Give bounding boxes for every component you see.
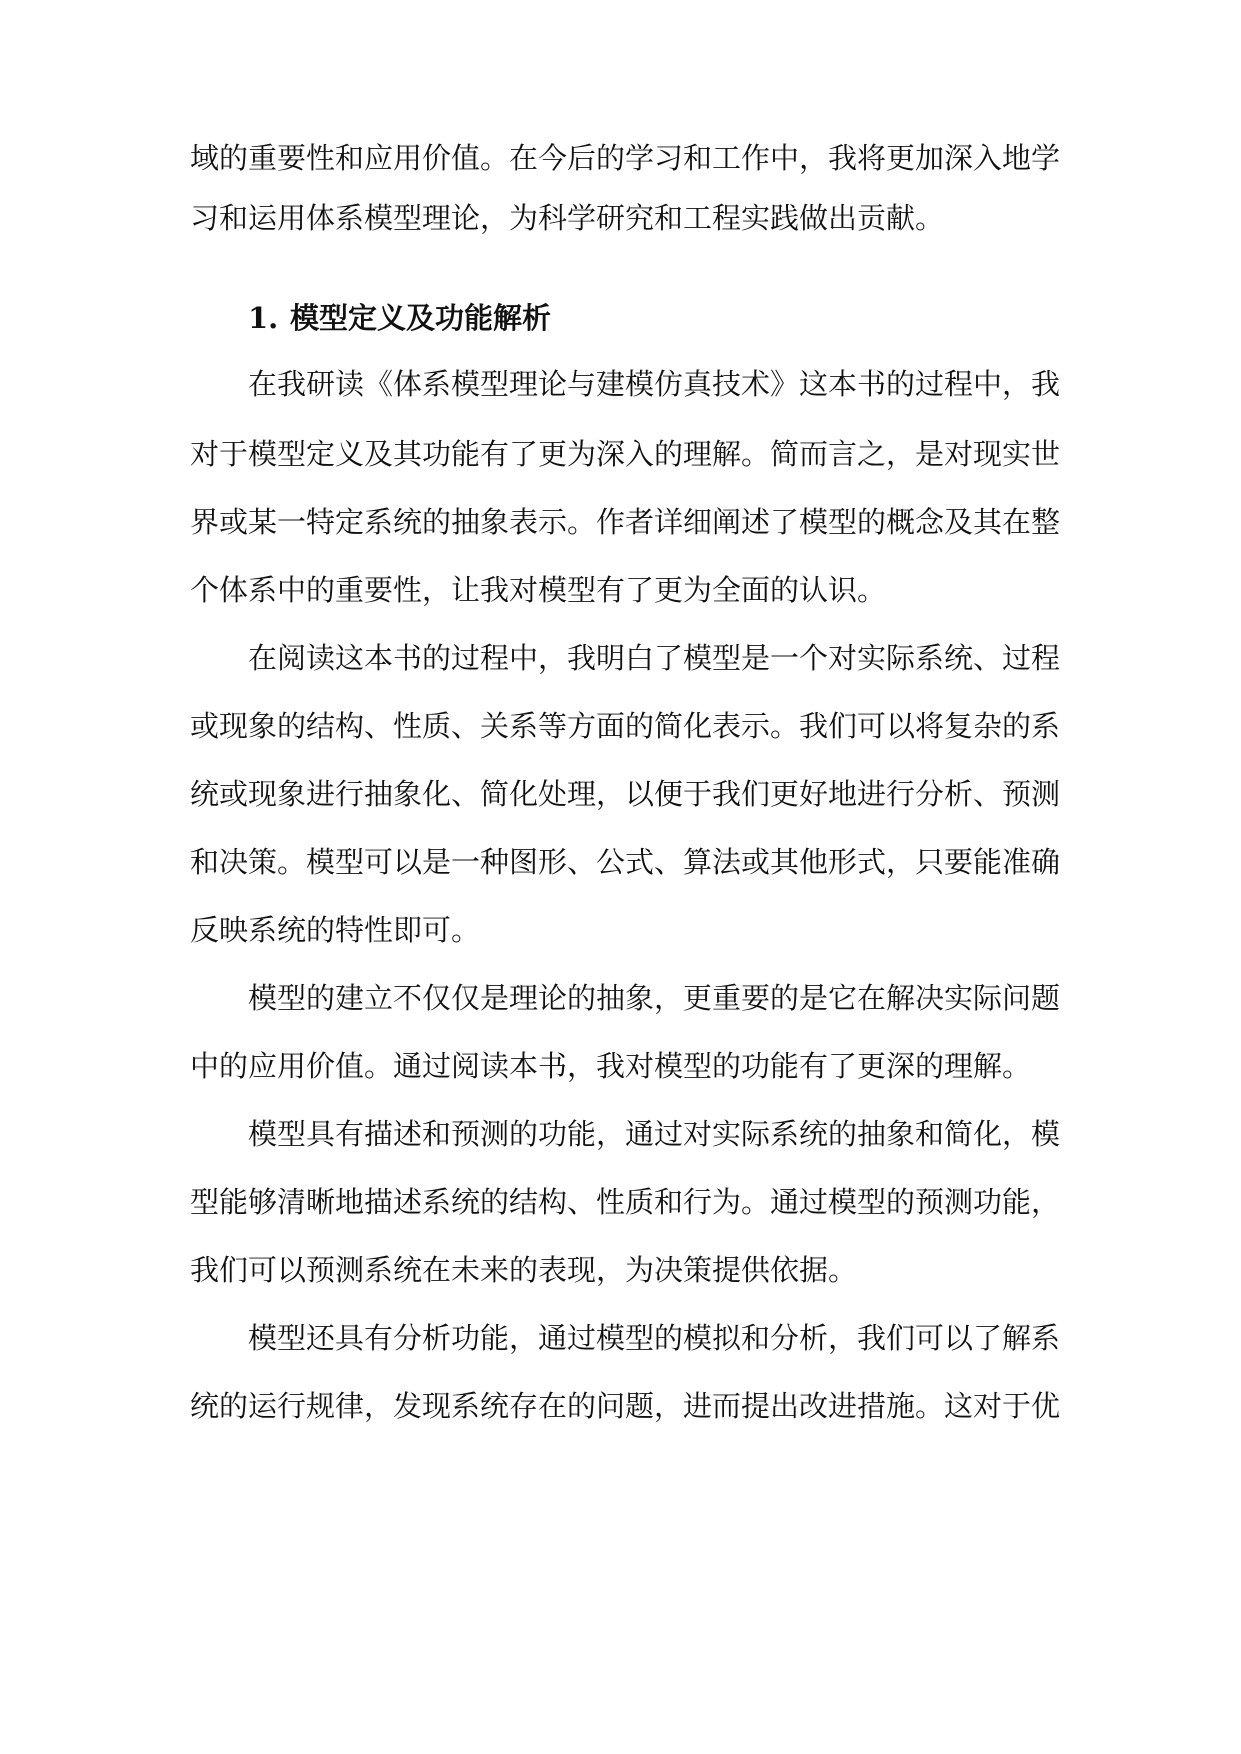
paragraph-4-line-1: 模型具有描述和预测的功能，通过对实际系统的抽象和简化，模	[248, 1117, 1061, 1151]
paragraph-2-line-3: 统或现象进行抽象化、简化处理，以便于我们更好地进行分析、预测	[190, 777, 1061, 811]
section-heading	[248, 298, 551, 338]
paragraph-4-line-2: 型能够清晰地描述系统的结构、性质和行为。通过模型的预测功能，	[190, 1185, 1061, 1219]
paragraph-3-line-1: 模型的建立不仅仅是理论的抽象，更重要的是它在解决实际问题	[248, 981, 1061, 1015]
paragraph-5-line-1: 模型还具有分析功能，通过模型的模拟和分析，我们可以了解系	[248, 1321, 1061, 1355]
paragraph-4-line-3: 我们可以预测系统在未来的表现，为决策提供依据。	[190, 1253, 858, 1287]
paragraph-2-line-1: 在阅读这本书的过程中，我明白了模型是一个对实际系统、过程	[248, 641, 1061, 675]
paragraph-2-line-2: 或现象的结构、性质、关系等方面的简化表示。我们可以将复杂的系	[190, 709, 1061, 743]
section-number: 1.	[248, 301, 279, 335]
section-title: 模型定义及功能解析	[290, 301, 552, 335]
paragraph-1-line-2: 对于模型定义及其功能有了更为深入的理解。简而言之，是对现实世	[190, 437, 1061, 471]
paragraph-1-line-1: 在我研读《体系模型理论与建模仿真技术》这本书的过程中，我	[248, 367, 1061, 401]
paragraph-1-line-3: 界或某一特定系统的抽象表示。作者详细阐述了模型的概念及其在整	[190, 505, 1061, 539]
paragraph-3-line-2: 中的应用价值。通过阅读本书，我对模型的功能有了更深的理解。	[190, 1049, 1032, 1083]
intro-line-1: 域的重要性和应用价值。在今后的学习和工作中，我将更加深入地学	[190, 141, 1061, 175]
paragraph-1-line-4: 个体系中的重要性，让我对模型有了更为全面的认识。	[190, 573, 887, 607]
intro-line-2: 习和运用体系模型理论，为科学研究和工程实践做出贡献。	[190, 201, 945, 235]
paragraph-5-line-2: 统的运行规律，发现系统存在的问题，进而提出改进措施。这对于优	[190, 1389, 1061, 1423]
paragraph-2-line-5: 反映系统的特性即可。	[190, 913, 481, 947]
paragraph-2-line-4: 和决策。模型可以是一种图形、公式、算法或其他形式，只要能准确	[190, 845, 1061, 879]
